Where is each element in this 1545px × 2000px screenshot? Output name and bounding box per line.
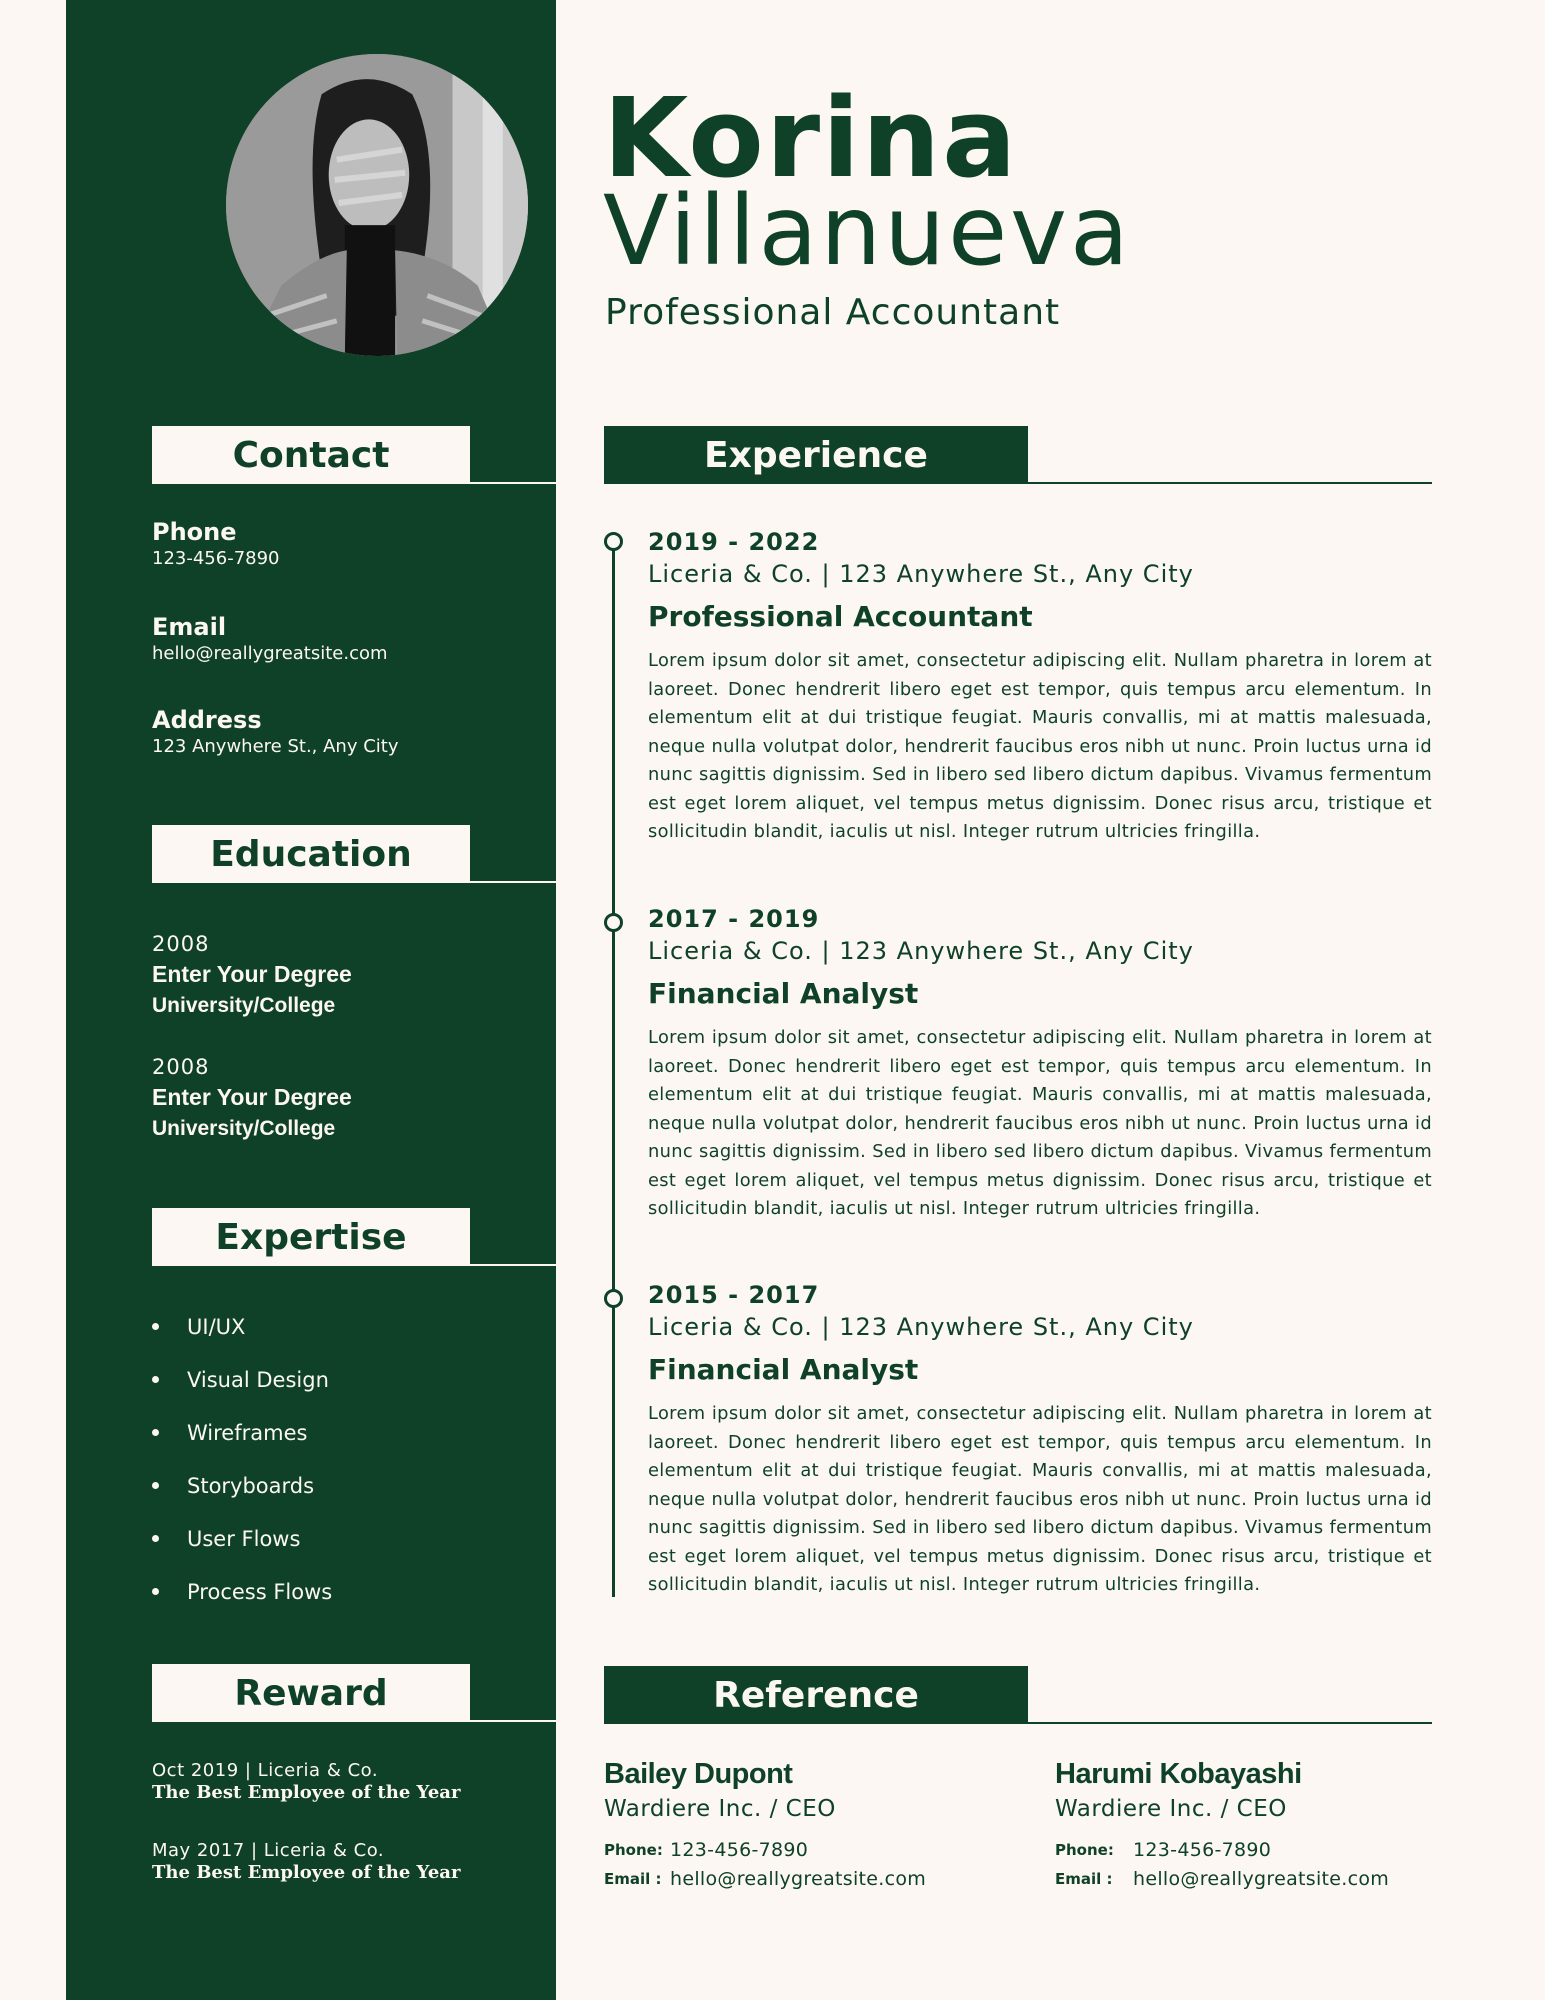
reference-phone: [604, 1836, 984, 1865]
reward-title: The Best Employee of the Year: [152, 1862, 461, 1883]
reference-phone-value: 123-456-7890: [1133, 1839, 1272, 1861]
expertise-item: [152, 1512, 542, 1565]
experience-role: Financial Analyst: [648, 977, 919, 1010]
contact-heading: [152, 426, 557, 484]
job-title: Professional Accountant: [605, 292, 1061, 333]
reward-item: [152, 1840, 542, 1884]
timeline-dot-icon: [604, 1289, 623, 1308]
experience-years: 2015 - 2017: [648, 1281, 820, 1309]
reference-phone: [1055, 1836, 1435, 1865]
expertise-heading: [152, 1208, 557, 1266]
education-school: University/College: [152, 994, 336, 1017]
bullet-icon: [152, 1429, 159, 1436]
contact-heading-rule: [470, 482, 557, 484]
expertise-heading-label: Expertise: [152, 1208, 470, 1266]
reference-email: [604, 1865, 984, 1894]
reference-position: Wardiere Inc. / CEO: [604, 1796, 836, 1822]
reference-heading-label: Reference: [604, 1666, 1028, 1724]
expertise-item: [152, 1300, 542, 1353]
expertise-item-label: Storyboards: [187, 1473, 315, 1498]
contact-email-label: Email: [152, 613, 227, 641]
reference-email-value: hello@reallygreatsite.com: [1133, 1868, 1390, 1890]
experience-heading-rule: [1028, 482, 1432, 484]
first-name: Korina: [603, 74, 1019, 202]
experience-heading: [604, 426, 1432, 484]
experience-company: Liceria & Co. | 123 Anywhere St., Any City: [648, 1313, 1194, 1341]
contact-phone-label: Phone: [152, 518, 237, 546]
experience-description: Lorem ipsum dolor sit amet, consectetur adipiscing elit. Nullam pharetra in lorem at laoreet. Donec hendrerit libero eget est tempor, quis tempus arcu elementum. In elementum elit at dui tristique feugiat. Mauris convallis, mi at mattis malesuada, neque nulla volutpat dolor, hendrerit faucibus eros nibh ut nunc. Proin luctus urna id nunc sagittis dignissim. Sed in libero sed libero dictum dapibus. Vivamus fermentum est eget lorem aliquet, vel tempus metus dignissim. Donec risus arcu, tristique et sollicitudin blandit, iaculis ut nisl. Integer rutrum ultricies fringilla.: [648, 650, 1432, 842]
experience-company: Liceria & Co. | 123 Anywhere St., Any City: [648, 937, 1194, 965]
contact-address: [152, 705, 542, 759]
reference-card: [604, 1756, 984, 1894]
reference-phone-label: Phone:: [604, 1841, 663, 1859]
experience-item: [648, 904, 1432, 1224]
expertise-item-label: UI/UX: [187, 1314, 246, 1339]
experience-description: Lorem ipsum dolor sit amet, consectetur adipiscing elit. Nullam pharetra in lorem at laoreet. Donec hendrerit libero eget est tempor, quis tempus arcu elementum. In elementum elit at dui tristique feugiat. Mauris convallis, mi at mattis malesuada, neque nulla volutpat dolor, hendrerit faucibus eros nibh ut nunc. Proin luctus urna id nunc sagittis dignissim. Sed in libero sed libero dictum dapibus. Vivamus fermentum est eget lorem aliquet, vel tempus metus dignissim. Donec risus arcu, tristique et sollicitudin blandit, iaculis ut nisl. Integer rutrum ultricies fringilla.: [648, 1027, 1432, 1219]
experience-company: Liceria & Co. | 123 Anywhere St., Any City: [648, 560, 1194, 588]
bullet-icon: [152, 1323, 159, 1330]
reward-title: The Best Employee of the Year: [152, 1782, 461, 1803]
bullet-icon: [152, 1588, 159, 1595]
experience-item: [648, 527, 1432, 847]
timeline-line: [612, 542, 615, 1597]
contact-address-label: Address: [152, 706, 262, 734]
education-degree: Enter Your Degree: [152, 1084, 352, 1110]
bullet-icon: [152, 1535, 159, 1542]
expertise-list: [152, 1300, 542, 1618]
education-school: University/College: [152, 1117, 336, 1140]
expertise-item-label: Wireframes: [187, 1420, 308, 1445]
reference-email-label: Email :: [1055, 1870, 1113, 1888]
experience-role: Professional Accountant: [648, 600, 1033, 633]
reference-email-label: Email :: [604, 1870, 662, 1888]
experience-role: Financial Analyst: [648, 1353, 919, 1386]
contact-address-value: 123 Anywhere St., Any City: [152, 736, 399, 757]
reference-name: Harumi Kobayashi: [1055, 1758, 1302, 1790]
experience-years: 2017 - 2019: [648, 905, 820, 933]
timeline-dot-icon: [604, 532, 623, 551]
contact-email-value: hello@reallygreatsite.com: [152, 643, 388, 664]
bullet-icon: [152, 1482, 159, 1489]
expertise-item-label: Visual Design: [187, 1367, 329, 1392]
expertise-item: [152, 1565, 542, 1618]
reference-heading-rule: [1028, 1722, 1432, 1724]
reference-phone-value: 123-456-7890: [670, 1839, 809, 1861]
expertise-item-label: Process Flows: [187, 1579, 333, 1604]
reward-heading-label: Reward: [152, 1664, 470, 1722]
last-name: Villanueva: [603, 175, 1132, 287]
reference-email: [1055, 1865, 1435, 1894]
reference-position: Wardiere Inc. / CEO: [1055, 1796, 1287, 1822]
expertise-item-label: User Flows: [187, 1526, 301, 1551]
reward-item: [152, 1760, 542, 1804]
education-year: 2008: [152, 1055, 210, 1079]
reference-name: Bailey Dupont: [604, 1758, 793, 1790]
experience-heading-label: Experience: [604, 426, 1028, 484]
contact-phone: [152, 517, 542, 571]
reward-heading-rule: [470, 1720, 557, 1722]
bullet-icon: [152, 1376, 159, 1383]
contact-heading-label: Contact: [152, 426, 470, 484]
experience-years: 2019 - 2022: [648, 528, 820, 556]
profile-photo: [226, 54, 528, 356]
expertise-item: [152, 1459, 542, 1512]
sidebar: [66, 0, 556, 2000]
education-heading: [152, 825, 557, 883]
expertise-heading-rule: [470, 1264, 557, 1266]
reference-phone-label: Phone:: [1055, 1841, 1114, 1859]
expertise-item: [152, 1353, 542, 1406]
contact-email: [152, 612, 542, 666]
experience-item: [648, 1280, 1432, 1600]
education-degree: Enter Your Degree: [152, 961, 352, 987]
reference-card: [1055, 1756, 1435, 1894]
education-item: [152, 930, 542, 1022]
education-item: [152, 1053, 542, 1145]
education-year: 2008: [152, 932, 210, 956]
education-heading-rule: [470, 881, 557, 883]
reward-date: Oct 2019 | Liceria & Co.: [152, 1760, 379, 1781]
education-heading-label: Education: [152, 825, 470, 883]
contact-phone-value: 123-456-7890: [152, 548, 280, 569]
reference-heading: [604, 1666, 1432, 1724]
reference-email-value: hello@reallygreatsite.com: [670, 1868, 927, 1890]
reward-heading: [152, 1664, 557, 1722]
expertise-item: [152, 1406, 542, 1459]
reward-date: May 2017 | Liceria & Co.: [152, 1840, 385, 1861]
timeline-dot-icon: [604, 913, 623, 932]
experience-description: Lorem ipsum dolor sit amet, consectetur adipiscing elit. Nullam pharetra in lorem at laoreet. Donec hendrerit libero eget est tempor, quis tempus arcu elementum. In elementum elit at dui tristique feugiat. Mauris convallis, mi at mattis malesuada, neque nulla volutpat dolor, hendrerit faucibus eros nibh ut nunc. Proin luctus urna id nunc sagittis dignissim. Sed in libero sed libero dictum dapibus. Vivamus fermentum est eget lorem aliquet, vel tempus metus dignissim. Donec risus arcu, tristique et sollicitudin blandit, iaculis ut nisl. Integer rutrum ultricies fringilla.: [648, 1403, 1432, 1595]
